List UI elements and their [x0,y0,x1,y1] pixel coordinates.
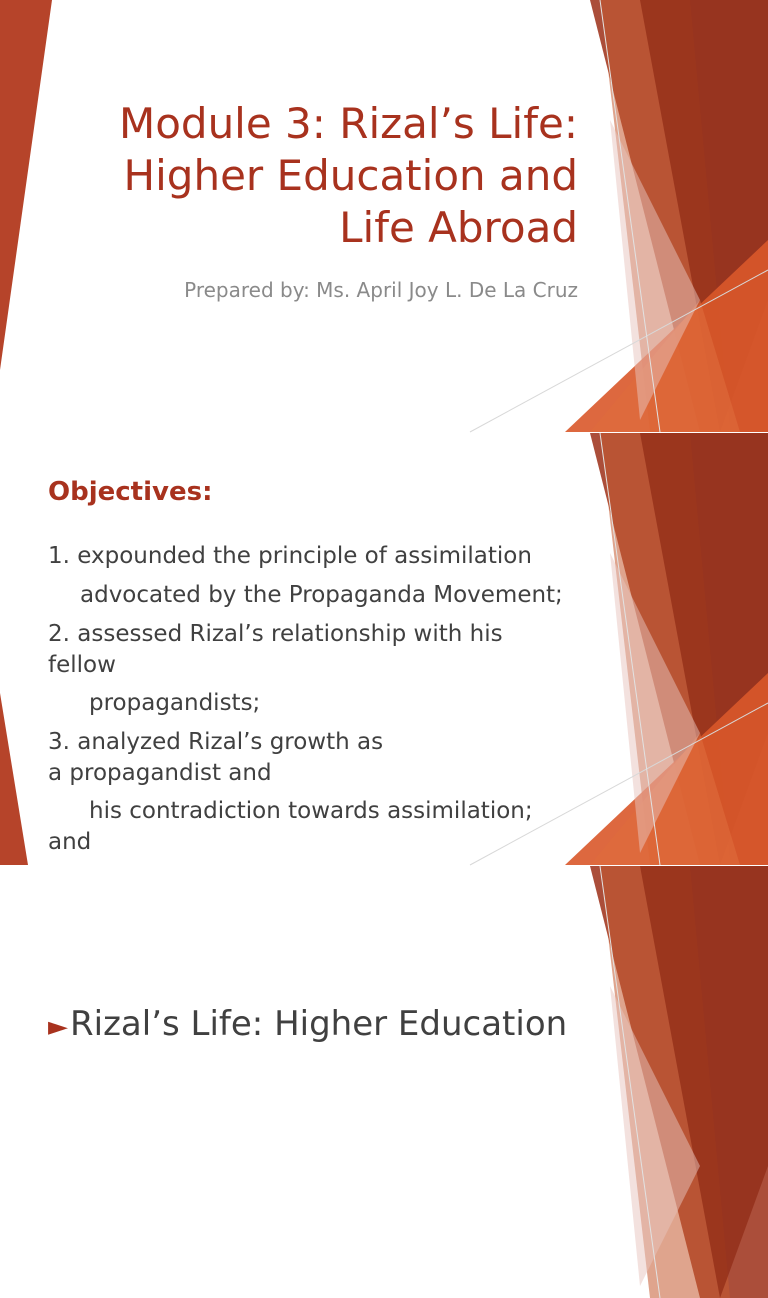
objective-line: his contradiction towards assimilation; [89,798,533,824]
objective-line: a propagandist and [48,760,272,786]
triangle-bullet-icon: ► [48,1012,68,1042]
title-slide [0,0,768,432]
section-title [48,1004,567,1047]
slide-title [58,98,578,254]
objective-line: 1. expounded the principle of assimilation [48,543,532,569]
objective-line: fellow [48,652,116,678]
title-line: Module 3: Rizal’s Life: [118,99,578,148]
objectives-heading: Objectives: [48,477,213,507]
slide-decoration-graphic [0,866,768,1298]
section-slide [0,866,768,1044]
objective-line: and [48,829,92,855]
objectives-slide [0,433,768,865]
section-title-text: Rizal’s Life: Higher Education [70,1004,568,1044]
objective-line: propagandists; [89,690,261,716]
title-line: Higher Education and [123,151,578,200]
title-line: Life Abroad [339,203,578,252]
objective-line: 3. analyzed Rizal’s growth as [48,729,384,755]
slide-subtitle: Prepared by: Ms. April Joy L. De La Cruz [184,278,578,302]
objective-line: advocated by the Propaganda Movement; [80,582,563,608]
objective-line: 2. assessed Rizal’s relationship with his [48,621,503,647]
